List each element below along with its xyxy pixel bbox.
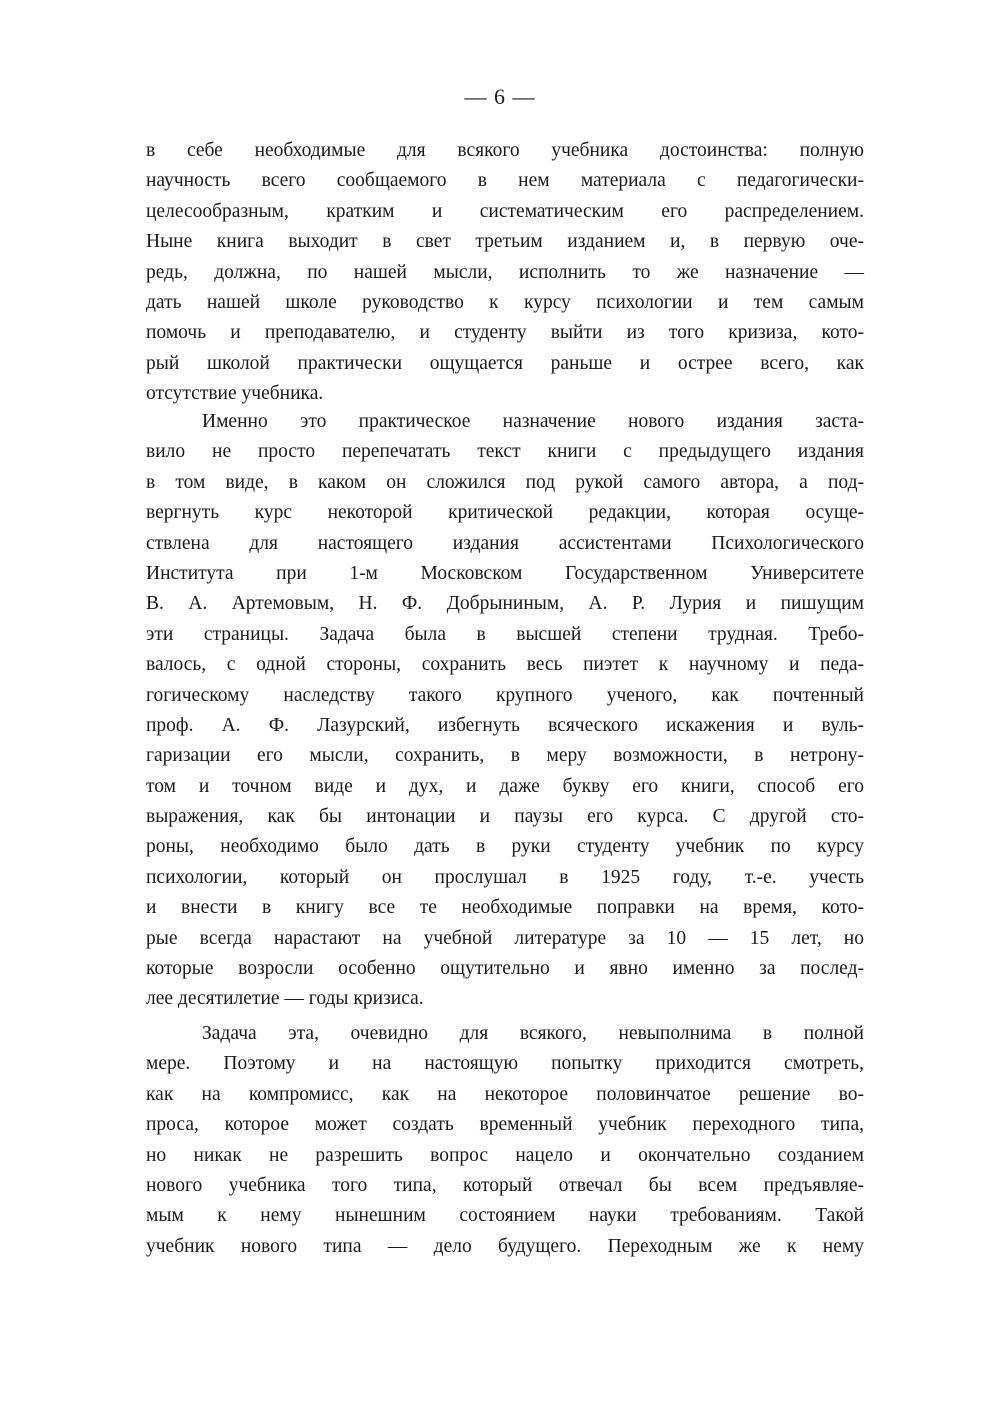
text-line: выражения, как бы интонации и паузы его курса. С другой сто-	[146, 806, 864, 828]
text-line: рый школой практически ощущается раньше и острее всего, как	[146, 352, 864, 374]
text-line: проф. А. Ф. Лазурский, избегнуть всяческого искажения и вуль-	[146, 714, 864, 736]
text-line: проса, которое может создать временный учебник переходного типа,	[146, 1114, 864, 1136]
text-line: гогическому наследству такого крупного ученого, как почтенный	[146, 684, 864, 706]
text-line: учебник нового типа — дело будущего. Переходным же к нему	[146, 1235, 864, 1257]
text-line: и внести в книгу все те необходимые поправки на время, кото-	[146, 897, 864, 919]
text-line: Задача эта, очевидно для всякого, невыполнима в полной	[202, 1023, 864, 1044]
text-line: валось, с одной стороны, сохранить весь пиэтет к научному и педа-	[146, 654, 864, 676]
text-line: В. А. Артемовым, Н. Ф. Добрыниным, А. Р. Лурия и пишущим	[146, 593, 864, 615]
paragraph-1	[146, 136, 864, 410]
text-line: вергнуть курс некоторой критической редакции, которая осуще-	[146, 502, 864, 524]
text-line: целесообразным, кратким и систематическим его распределением.	[146, 200, 864, 222]
text-line: дать нашей школе руководство к курсу психологии и тем самым	[146, 291, 864, 313]
text-line: в том виде, в каком он сложился под рукой самого автора, а под-	[146, 471, 864, 493]
text-line: том и точном виде и дух, и даже букву его книги, способ его	[146, 775, 864, 797]
text-line: вило не просто перепечатать текст книги с предыдущего издания	[146, 441, 864, 463]
text-line: эти страницы. Задача была в высшей степени трудная. Требо-	[146, 623, 864, 645]
text-line: гаризации его мысли, сохранить, в меру возможности, в нетрону-	[146, 745, 864, 767]
paragraph-2	[146, 407, 864, 1015]
text-line: ствлена для настоящего издания ассистентами Психологического	[146, 532, 864, 554]
text-line: мым к нему нынешним состоянием науки требованиям. Такой	[146, 1205, 864, 1227]
text-line: лее десятилетие — годы кризиса.	[146, 988, 424, 1010]
text-line: мере. Поэтому и на настоящую попытку приходится смотреть,	[146, 1053, 864, 1075]
text-line: роны, необходимо было дать в руки студенту учебник по курсу	[146, 836, 864, 858]
page-number: — 6 —	[464, 84, 536, 109]
text-line: редь, должна, по нашей мысли, исполнить то же назначение —	[146, 261, 864, 283]
text-line: рые всегда нарастают на учебной литературе за 10 — 15 лет, но	[146, 927, 864, 949]
paragraph-3	[146, 1019, 864, 1262]
text-line: психологии, который он прослушал в 1925 году, т.-е. учесть	[146, 866, 864, 888]
text-line: которые возросли особенно ощутительно и явно именно за послед-	[146, 958, 864, 980]
text-line: Института при 1-м Московском Государственном Университете	[146, 562, 864, 584]
text-line: Ныне книга выходит в свет третьим изданием и, в первую оче-	[146, 231, 864, 253]
text-line: Именно это практическое назначение нового издания заста-	[202, 411, 864, 432]
text-line: нового учебника того типа, который отвечал бы всем предъявляе-	[146, 1174, 864, 1196]
text-line: помочь и преподавателю, и студенту выйти из того кризиза, кото-	[146, 322, 864, 344]
text-line: отсутствие учебника.	[146, 383, 324, 405]
text-line: как на компромисс, как на некоторое половинчатое решение во-	[146, 1083, 864, 1105]
text-line: но никак не разрешить вопрос нацело и окончательно созданием	[146, 1144, 864, 1166]
text-line: научность всего сообщаемого в нем материала с педагогически-	[146, 170, 864, 192]
text-line: в себе необходимые для всякого учебника достоинства: полную	[146, 140, 864, 161]
